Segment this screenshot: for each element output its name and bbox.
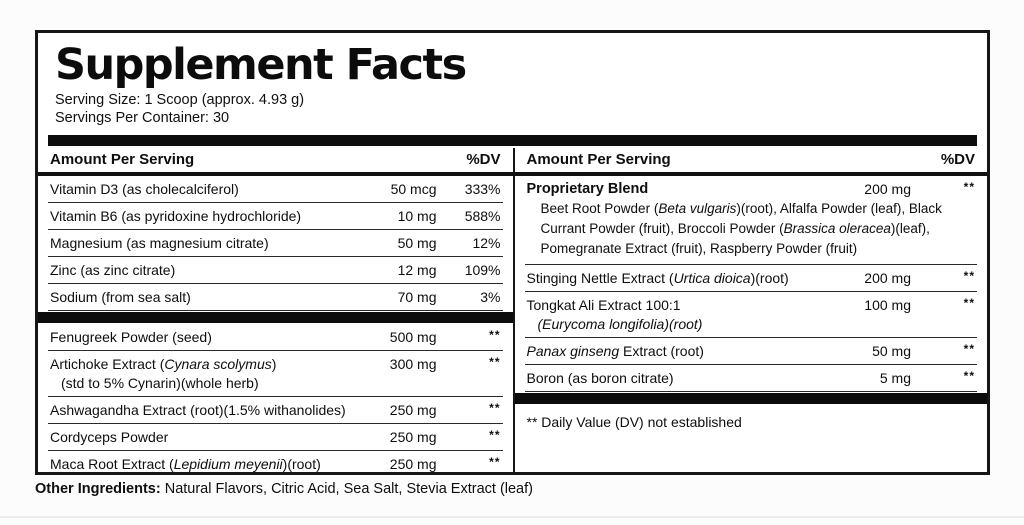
amount-value: 70 mg [397, 289, 437, 305]
amount-value: 12 mg [397, 262, 437, 278]
text-segment: )(root) [282, 456, 321, 472]
text-segment: (Eurycoma longifolia)(root) [537, 316, 703, 332]
text-segment: )(root) [750, 270, 789, 286]
amount-value: 300 mg [389, 356, 437, 372]
nutrient-name [50, 455, 357, 474]
other-ingredients-label: Other Ingredients: [35, 481, 161, 497]
nutrient-name [527, 269, 832, 288]
other-ingredients-line [35, 480, 975, 499]
dv-value: 333% [464, 181, 501, 197]
nutrient-row [525, 176, 978, 265]
nutrient-name-subline [527, 315, 832, 334]
amount-value: 250 mg [389, 429, 437, 445]
text-segment: Cynara scolymus [164, 356, 272, 372]
dv-value: 3% [480, 289, 501, 305]
amount-per-serving-label: Amount Per Serving [50, 151, 195, 168]
text-segment: Fenugreek Powder (seed) [50, 329, 212, 345]
amount-value: 5 mg [879, 370, 911, 386]
nutrient-name [50, 180, 357, 199]
nutrient-row [48, 324, 503, 351]
nutrient-row-line [50, 207, 501, 226]
nutrient-row [48, 203, 503, 230]
nutrient-name [527, 369, 832, 388]
nutrient-name [50, 328, 357, 347]
nutrient-row-line [50, 401, 501, 420]
text-segment: Vitamin B6 (as pyridoxine hydrochloride) [50, 208, 302, 224]
nutrient-name [50, 261, 357, 280]
nutrient-name [50, 207, 357, 226]
dv-header-label: %DV [466, 151, 501, 168]
nutrient-name [50, 355, 357, 393]
text-segment: Zinc (as zinc citrate) [50, 262, 176, 278]
text-segment: Lepidium meyenii [173, 456, 283, 472]
text-segment: Magnesium (as magnesium citrate) [50, 235, 269, 251]
nutrient-row [48, 397, 503, 424]
nutrient-row-line [50, 328, 501, 347]
dv-value: ** [963, 369, 975, 383]
nutrient-row [48, 230, 503, 257]
dv-footnote: ** Daily Value (DV) not established [526, 414, 742, 430]
nutrient-row [48, 451, 503, 477]
amount-value: 50 mg [872, 343, 911, 359]
nutrient-row [48, 351, 503, 397]
amount-value: 50 mcg [390, 181, 437, 197]
nutrient-row-line [527, 369, 976, 388]
nutrient-row-line [50, 234, 501, 253]
text-segment: Beta vulgaris [658, 201, 737, 216]
amount-value: 200 mg [864, 181, 911, 197]
dv-header-label: %DV [940, 151, 975, 168]
serving-size-line: Serving Size: 1 Scoop (approx. 4.93 g) [55, 92, 305, 108]
dv-value: ** [963, 296, 975, 310]
column-header-left [38, 148, 513, 176]
text-segment: Beet Root Powder ( [540, 201, 659, 216]
text-segment: Sodium (from sea salt) [50, 289, 191, 305]
nutrient-row [48, 424, 503, 451]
amount-value: 100 mg [864, 297, 911, 313]
text-segment: ) [271, 356, 277, 372]
text-segment: Extract (root) [619, 343, 704, 359]
text-segment: Boron (as boron citrate) [526, 370, 674, 386]
amount-value: 250 mg [389, 456, 437, 472]
nutrient-name [527, 342, 832, 361]
nutrient-name [50, 401, 357, 420]
amount-value: 200 mg [864, 270, 911, 286]
nutrient-row [525, 265, 978, 292]
nutrient-row-line [50, 180, 501, 199]
nutrient-row [525, 292, 978, 338]
dv-value: ** [489, 328, 501, 342]
section-divider-bar [515, 393, 988, 404]
supplement-facts-panel [35, 30, 990, 475]
dv-value: ** [489, 428, 501, 442]
nutrient-row-line [50, 455, 501, 474]
dv-value: ** [489, 401, 501, 415]
nutrient-name [527, 180, 832, 199]
nutrient-name [50, 428, 357, 447]
nutrient-name [50, 234, 357, 253]
dv-value: 109% [464, 262, 501, 278]
dv-value: ** [489, 355, 501, 369]
panel-title: Supplement Facts [55, 40, 466, 90]
nutrient-row-line [50, 428, 501, 447]
servings-per-container-line: Servings Per Container: 30 [55, 110, 230, 126]
dv-value: ** [963, 342, 975, 356]
nutrient-row-line [527, 296, 976, 334]
nutrient-rows-left [38, 176, 513, 477]
nutrient-rows-right [515, 176, 988, 472]
text-segment: Cordyceps Powder [50, 429, 169, 445]
dv-value: 588% [464, 208, 501, 224]
nutrient-row [48, 257, 503, 284]
nutrient-row-line [527, 180, 976, 199]
text-segment: (std to 5% Cynarin)(whole herb) [61, 375, 259, 391]
text-segment: )(leaf), Pomegranate Extract (fruit), Raspberry Powder (fruit) [540, 221, 930, 256]
nutrient-row-line [527, 269, 976, 288]
amount-value: 250 mg [389, 402, 437, 418]
text-segment: )(root), Alfalfa Powder (leaf), Black Currant Powder (fruit), Broccoli Powder ( [540, 201, 942, 236]
amount-per-serving-label: Amount Per Serving [526, 151, 671, 168]
nutrient-row [48, 176, 503, 203]
other-ingredients-text: Natural Flavors, Citric Acid, Sea Salt, Stevia Extract (leaf) [160, 481, 533, 497]
amount-value: 500 mg [389, 329, 437, 345]
text-segment: Maca Root Extract ( [50, 456, 174, 472]
nutrient-row-line [50, 355, 501, 393]
panel-header [38, 33, 987, 127]
nutrient-row [48, 284, 503, 311]
text-segment: Panax ginseng [526, 343, 620, 359]
amount-value: 50 mg [397, 235, 437, 251]
text-segment: Ashwagandha Extract (root)(1.5% withanolides) [50, 402, 346, 418]
text-segment: Urtica dioica [673, 270, 751, 286]
dv-value: ** [489, 455, 501, 469]
photo-edge-line [0, 516, 1024, 518]
section-divider-bar [38, 312, 513, 323]
text-segment: Proprietary Blend [526, 181, 649, 197]
amount-value: 10 mg [397, 208, 437, 224]
nutrient-row-line [527, 342, 976, 361]
nutrient-name [50, 288, 357, 307]
dv-value: 12% [472, 235, 501, 251]
facts-column-left [38, 148, 513, 472]
text-segment: Tongkat Ali Extract 100:1 [526, 297, 681, 313]
facts-columns [38, 148, 987, 472]
nutrient-row-line [50, 288, 501, 307]
text-segment: Stinging Nettle Extract ( [526, 270, 674, 286]
text-segment: Artichoke Extract ( [50, 356, 165, 372]
section-divider-bar [48, 135, 977, 146]
nutrient-row [525, 338, 978, 365]
text-segment: Vitamin D3 (as cholecalciferol) [50, 181, 239, 197]
nutrient-row [525, 365, 978, 392]
nutrient-name [527, 296, 832, 334]
text-segment: Brassica oleracea [783, 221, 891, 236]
dv-value: ** [963, 180, 975, 194]
facts-column-right [513, 148, 988, 472]
nutrient-name-subline [50, 374, 357, 393]
nutrient-row-line [50, 261, 501, 280]
blend-ingredients-list [527, 199, 976, 261]
dv-value: ** [963, 269, 975, 283]
column-header-right [515, 148, 988, 176]
